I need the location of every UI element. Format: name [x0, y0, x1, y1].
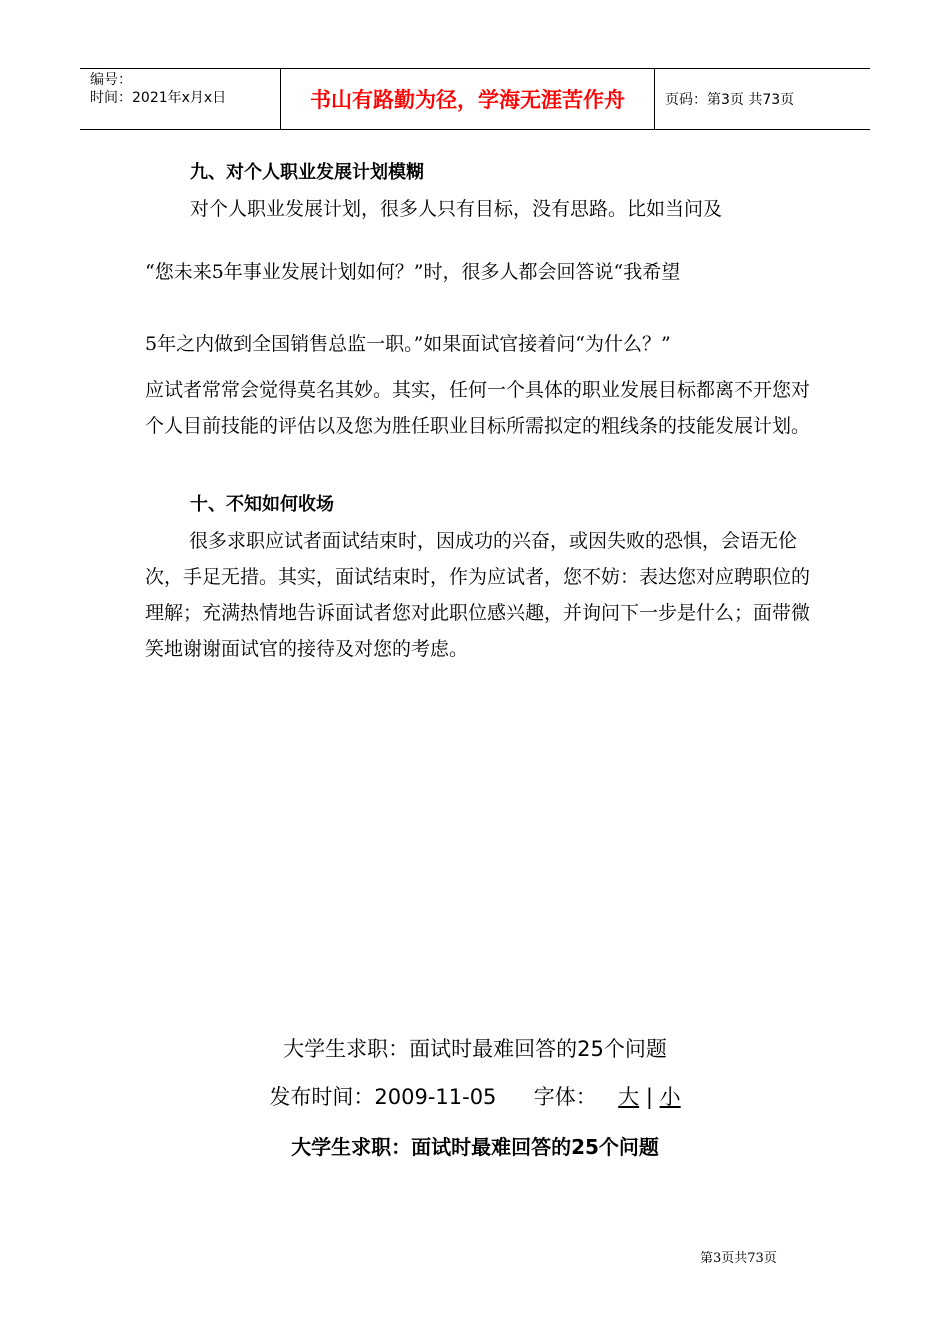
article-bold-title: 大学生求职：面试时最难回答的25个问题 — [291, 1135, 659, 1159]
date-line: 时间：2021年x月x日 — [90, 90, 227, 106]
section-9-line-3: 5年之内做到全国销售总监一职。”如果面试官接着问“为什么？” — [145, 333, 671, 355]
section-9-heading: 九、对个人职业发展计划模糊 — [190, 162, 424, 183]
header-page-info: 页码：第3页 共73页 — [665, 92, 795, 108]
font-separator: | — [645, 1085, 653, 1109]
font-large-link[interactable]: 大 — [618, 1085, 640, 1109]
header-meta — [80, 69, 281, 129]
publish-date: 发布时间：2009-11-05 — [269, 1085, 497, 1109]
article-title: 大学生求职：面试时最难回答的25个问题 — [283, 1037, 667, 1061]
page-footer: 第3页共73页 — [700, 1251, 777, 1266]
number-label: 编号： — [90, 72, 132, 88]
font-small-link[interactable]: 小 — [659, 1085, 681, 1109]
section-9-line-2: “您未来5年事业发展计划如何？”时，很多人都会回答说“我希望 — [145, 261, 681, 283]
section-10-heading: 十、不知如何收场 — [190, 494, 334, 515]
section-10-body: 很多求职应试者面试结束时，因成功的兴奋，或因失败的恐惧，会语无伦次，手足无措。其实，面试结束时，作为应试者，您不妨：表达您对应聘职位的理解；充满热情地告诉面试者您对此职位感兴趣，并询问下一步是什么；面带微笑地谢谢面试官的接待及对您的考虑。 — [145, 530, 811, 660]
page-header — [80, 68, 870, 130]
header-motto: 书山有路勤为径，学海无涯苦作舟 — [281, 69, 655, 129]
font-size-label: 字体： — [533, 1085, 597, 1109]
article-meta — [0, 1081, 950, 1111]
section-9-body: 应试者常常会觉得莫名其妙。其实，任何一个具体的职业发展目标都离不开您对个人目前技能的评估以及您为胜任职业目标所需拟定的粗线条的技能发展计划。 — [145, 379, 811, 437]
section-9-line-1: 对个人职业发展计划，很多人只有目标，没有思路。比如当问及 — [190, 198, 723, 220]
